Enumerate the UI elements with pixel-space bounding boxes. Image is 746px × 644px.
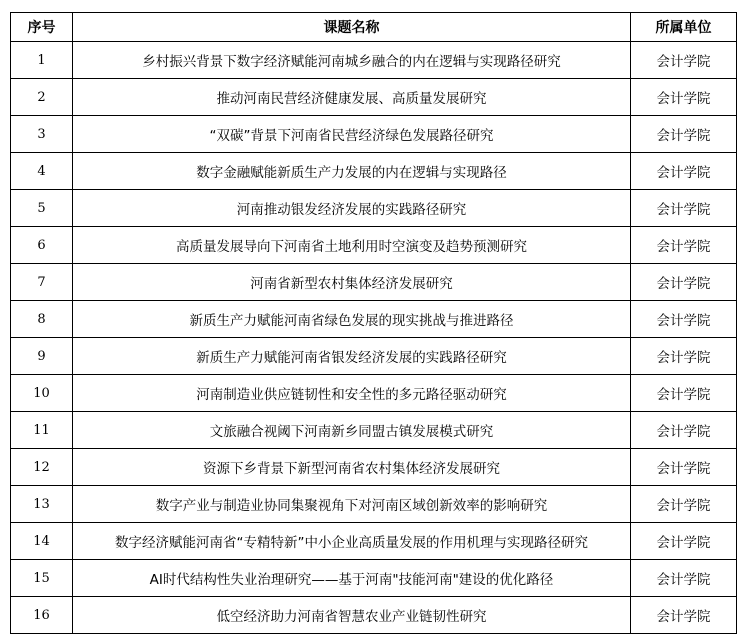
unit-cell: 会计学院 <box>631 486 737 523</box>
serial-number-cell: 9 <box>11 338 73 375</box>
table-row <box>11 449 737 486</box>
table-row <box>11 338 737 375</box>
topic-name-cell: “双碳”背景下河南省民营经济绿色发展路径研究 <box>73 116 631 153</box>
table-row <box>11 412 737 449</box>
unit-cell: 会计学院 <box>631 597 737 634</box>
serial-number-cell: 7 <box>11 264 73 301</box>
unit-cell: 会计学院 <box>631 227 737 264</box>
topic-name-cell: 河南省新型农村集体经济发展研究 <box>73 264 631 301</box>
header-row <box>11 13 737 42</box>
topic-name-cell: 低空经济助力河南省智慧农业产业链韧性研究 <box>73 597 631 634</box>
unit-cell: 会计学院 <box>631 116 737 153</box>
serial-number-cell: 14 <box>11 523 73 560</box>
table-row <box>11 153 737 190</box>
serial-number-cell: 13 <box>11 486 73 523</box>
serial-number-cell: 12 <box>11 449 73 486</box>
table-row <box>11 190 737 227</box>
unit-cell: 会计学院 <box>631 301 737 338</box>
topic-name-cell: 文旅融合视阈下河南新乡同盟古镇发展模式研究 <box>73 412 631 449</box>
table-header <box>11 13 737 42</box>
serial-number-cell: 6 <box>11 227 73 264</box>
topic-name-cell: 河南推动银发经济发展的实践路径研究 <box>73 190 631 227</box>
unit-cell: 会计学院 <box>631 42 737 79</box>
serial-number-cell: 8 <box>11 301 73 338</box>
table-row <box>11 560 737 597</box>
serial-number-cell: 11 <box>11 412 73 449</box>
topic-name-cell: AI时代结构性失业治理研究——基于河南"技能河南"建设的优化路径 <box>73 560 631 597</box>
unit-cell: 会计学院 <box>631 412 737 449</box>
serial-number-cell: 15 <box>11 560 73 597</box>
topic-name-cell: 数字产业与制造业协同集聚视角下对河南区域创新效率的影响研究 <box>73 486 631 523</box>
topic-name-cell: 推动河南民营经济健康发展、高质量发展研究 <box>73 79 631 116</box>
table-row <box>11 523 737 560</box>
serial-number-cell: 4 <box>11 153 73 190</box>
table-row <box>11 375 737 412</box>
unit-cell: 会计学院 <box>631 375 737 412</box>
topic-name-cell: 新质生产力赋能河南省绿色发展的现实挑战与推进路径 <box>73 301 631 338</box>
table-row <box>11 116 737 153</box>
table-row <box>11 264 737 301</box>
topic-name-cell: 高质量发展导向下河南省土地利用时空演变及趋势预测研究 <box>73 227 631 264</box>
header-serial-number: 序号 <box>11 13 73 42</box>
topic-name-cell: 乡村振兴背景下数字经济赋能河南城乡融合的内在逻辑与实现路径研究 <box>73 42 631 79</box>
table-row <box>11 79 737 116</box>
serial-number-cell: 2 <box>11 79 73 116</box>
topic-name-cell: 数字金融赋能新质生产力发展的内在逻辑与实现路径 <box>73 153 631 190</box>
table-row <box>11 486 737 523</box>
table-row <box>11 227 737 264</box>
unit-cell: 会计学院 <box>631 560 737 597</box>
unit-cell: 会计学院 <box>631 264 737 301</box>
header-topic-name: 课题名称 <box>73 13 631 42</box>
table-row <box>11 42 737 79</box>
serial-number-cell: 1 <box>11 42 73 79</box>
topic-name-cell: 资源下乡背景下新型河南省农村集体经济发展研究 <box>73 449 631 486</box>
unit-cell: 会计学院 <box>631 449 737 486</box>
serial-number-cell: 3 <box>11 116 73 153</box>
topic-name-cell: 新质生产力赋能河南省银发经济发展的实践路径研究 <box>73 338 631 375</box>
serial-number-cell: 10 <box>11 375 73 412</box>
unit-cell: 会计学院 <box>631 190 737 227</box>
topics-table <box>10 12 737 634</box>
header-affiliated-unit: 所属单位 <box>631 13 737 42</box>
table-row <box>11 301 737 338</box>
serial-number-cell: 16 <box>11 597 73 634</box>
serial-number-cell: 5 <box>11 190 73 227</box>
table-body <box>11 42 737 634</box>
table-row <box>11 597 737 634</box>
topic-name-cell: 河南制造业供应链韧性和安全性的多元路径驱动研究 <box>73 375 631 412</box>
unit-cell: 会计学院 <box>631 338 737 375</box>
unit-cell: 会计学院 <box>631 153 737 190</box>
unit-cell: 会计学院 <box>631 79 737 116</box>
unit-cell: 会计学院 <box>631 523 737 560</box>
topic-name-cell: 数字经济赋能河南省“专精特新”中小企业高质量发展的作用机理与实现路径研究 <box>73 523 631 560</box>
